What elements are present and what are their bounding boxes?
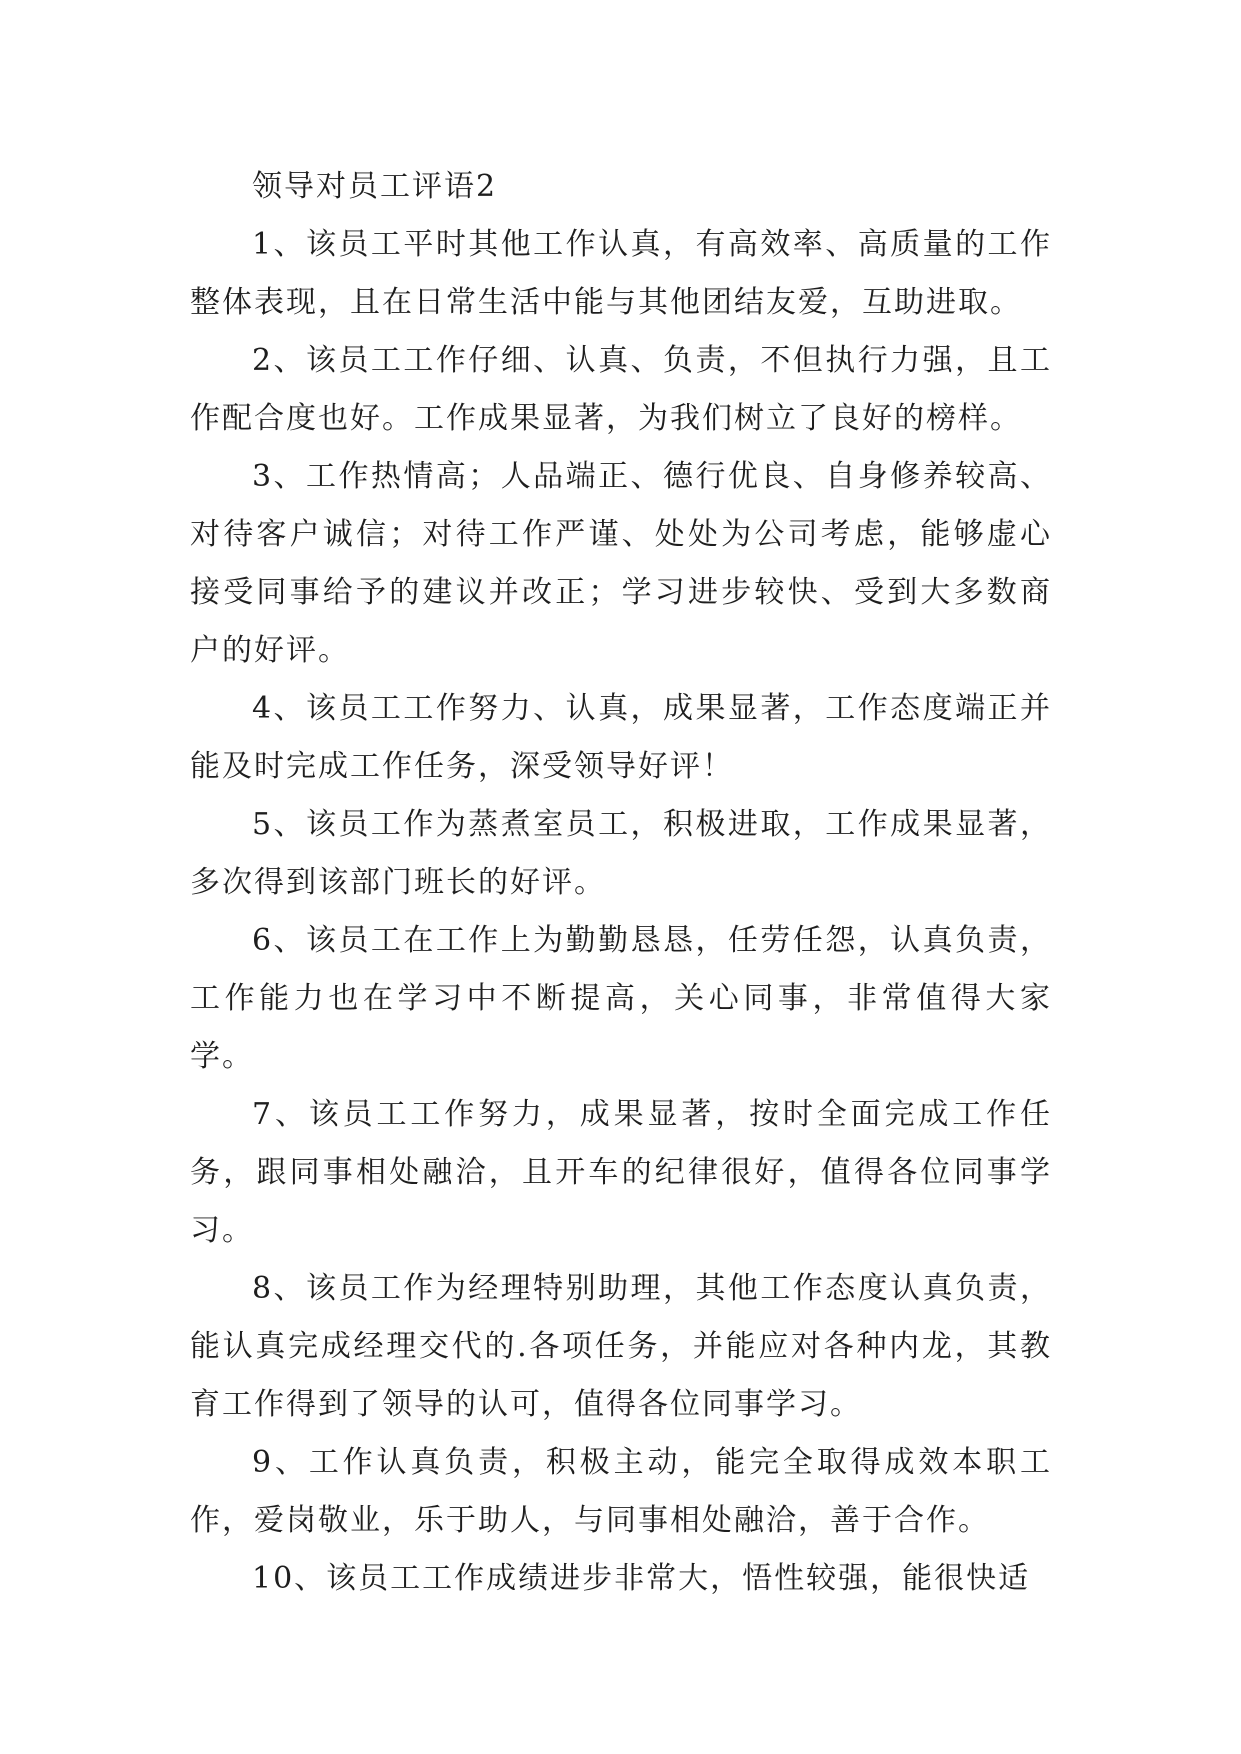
paragraph-3: 3、工作热情高；人品端正、德行优良、自身修养较高、对待客户诚信；对待工作严谨、处处为公司考虑，能够虚心接受同事给予的建议并改正；学习进步较快、受到大多数商户的好评。: [190, 459, 1052, 668]
paragraph-5: 5、该员工作为蒸煮室员工，积极进取，工作成果显著，多次得到该部门班长的好评。: [190, 807, 1052, 900]
document-body: [190, 158, 1052, 1608]
paragraph-10: 10、该员工工作成绩进步非常大，悟性较强，能很快适: [252, 1561, 1031, 1596]
paragraph-8: 8、该员工作为经理特别助理，其他工作态度认真负责，能认真完成经理交代的.各项任务，并能应对各种内龙，其教育工作得到了领导的认可，值得各位同事学习。: [190, 1271, 1052, 1422]
document-title: 领导对员工评语2: [252, 169, 498, 204]
paragraph-7: 7、该员工工作努力，成果显著，按时全面完成工作任务，跟同事相处融洽，且开车的纪律很好，值得各位同事学习。: [190, 1097, 1052, 1248]
paragraph-4: 4、该员工工作努力、认真，成果显著，工作态度端正并能及时完成工作任务，深受领导好评！: [190, 691, 1052, 784]
paragraph-1: 1、该员工平时其他工作认真，有高效率、高质量的工作整体表现，且在日常生活中能与其他团结友爱，互助进取。: [190, 227, 1052, 320]
paragraph-6: 6、该员工在工作上为勤勤恳恳，任劳任怨，认真负责，工作能力也在学习中不断提高，关心同事，非常值得大家学。: [190, 923, 1052, 1074]
paragraph-9: 9、工作认真负责，积极主动，能完全取得成效本职工作，爱岗敬业，乐于助人，与同事相处融洽，善于合作。: [190, 1445, 1052, 1538]
paragraph-2: 2、该员工工作仔细、认真、负责，不但执行力强，且工作配合度也好。工作成果显著，为我们树立了良好的榜样。: [190, 343, 1052, 436]
